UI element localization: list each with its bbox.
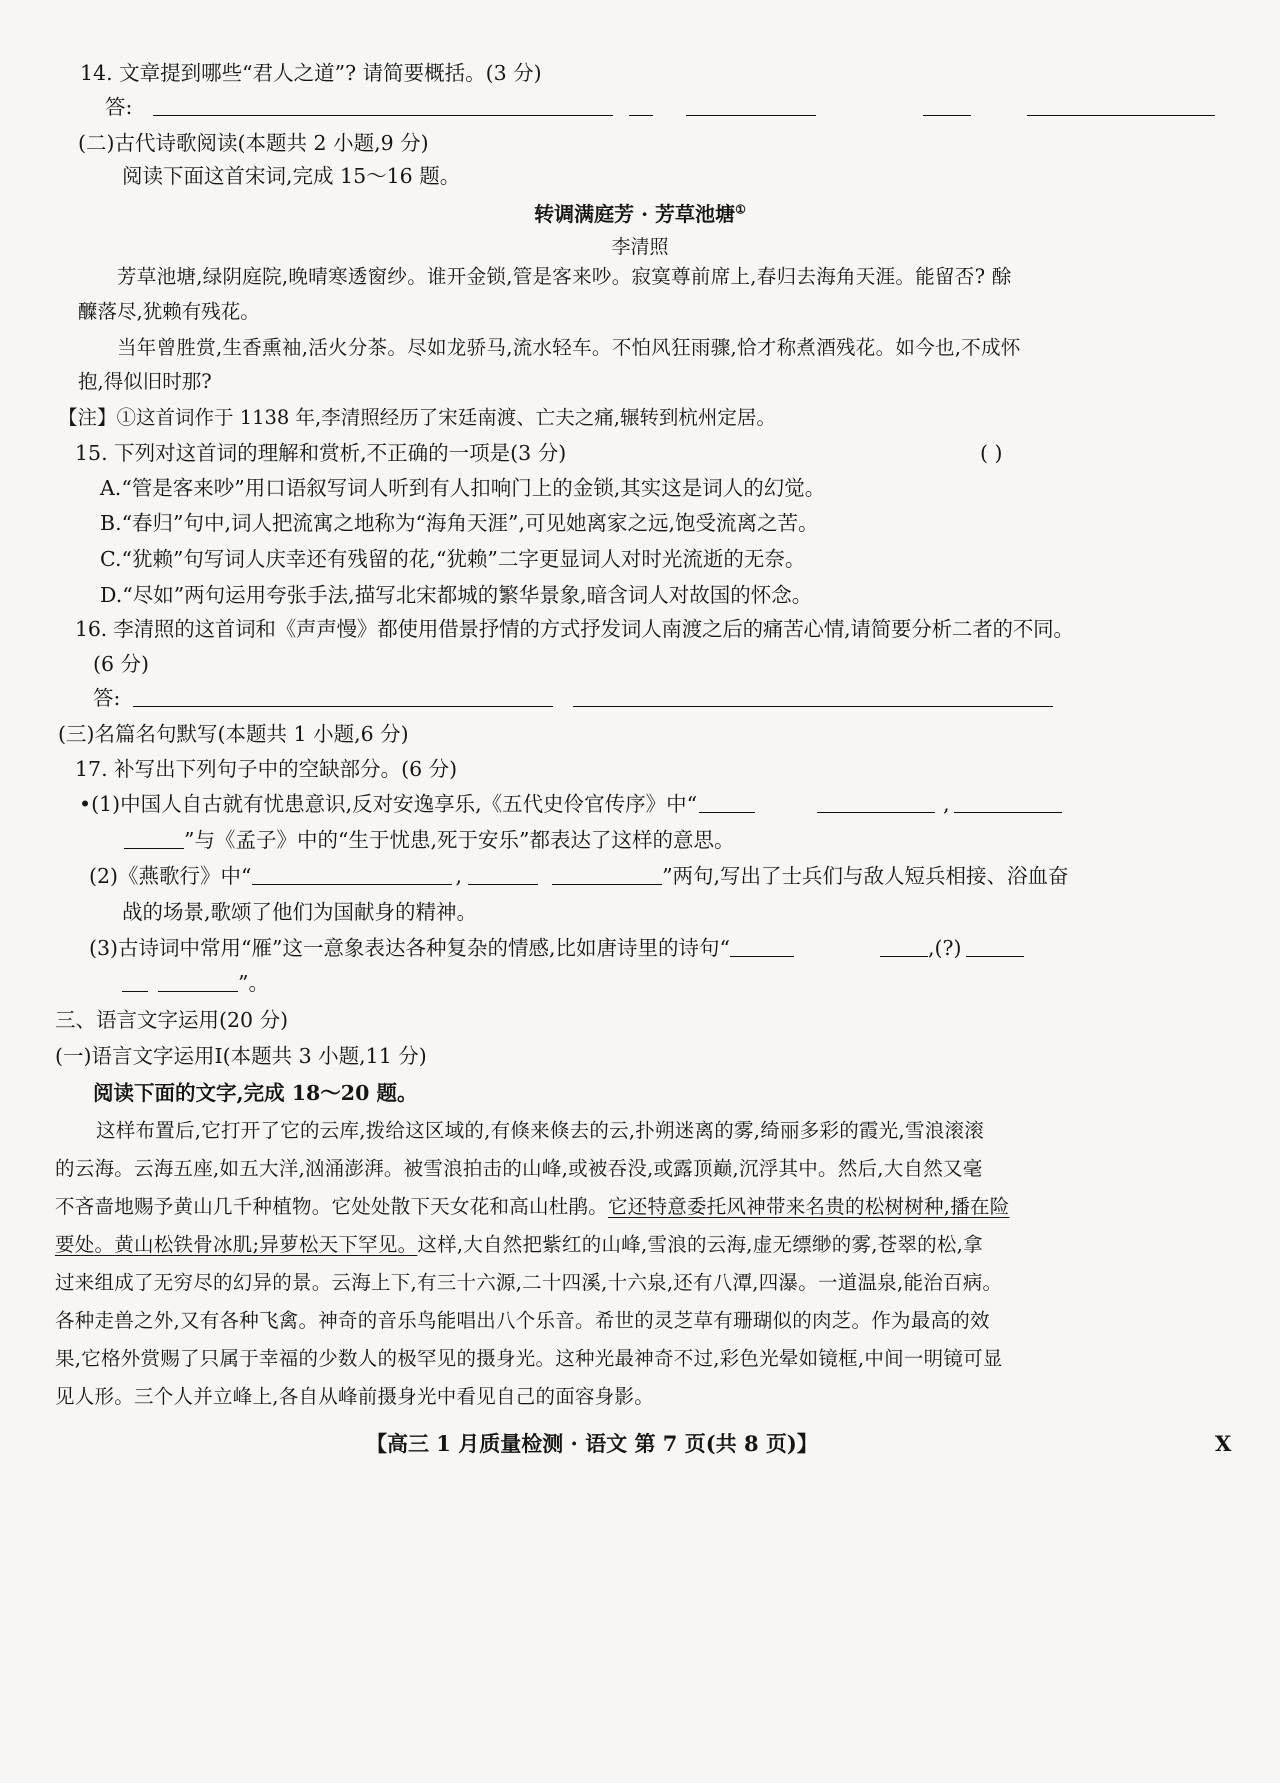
answer-blank[interactable] — [133, 705, 553, 707]
reading-instruction: 阅读下面的文字,完成 18～20 题。 — [93, 1081, 418, 1105]
underlined-sentence: 要处。 — [55, 1233, 115, 1256]
poem-note: 【注】①这首词作于 1138 年,李清照经历了宋廷南渡、亡夫之痛,辗转到杭州定居。 — [58, 406, 776, 429]
passage-line-1: 这样布置后,它打开了它的云库,拨给这区域的,有倏来倏去的云,扑朔迷离的雾,绮丽多彩的霞光,雪浪滚滚 — [96, 1119, 984, 1142]
passage-line-3 — [55, 1197, 1009, 1217]
item-17-2-line2: 战的场景,歌颂了他们为国献身的精神。 — [122, 900, 478, 924]
punct: , — [455, 864, 463, 888]
fill-blank[interactable] — [158, 990, 238, 992]
item-17-3-line2 — [122, 973, 269, 994]
option-b[interactable]: B.“春归”句中,词人把流寓之地称为“海角天涯”,可见她离家之远,饱受流离之苦。 — [100, 511, 819, 535]
underlined-sentence: 黄山松铁骨冰肌;异萝松天下罕见。 — [114, 1233, 418, 1256]
item-17-1-line1 — [79, 794, 1062, 815]
poem-stanza1-line1: 芳草池塘,绿阴庭院,晚晴寒透窗纱。谁开金锁,管是客来吵。寂寞尊前席上,春归去海角天涯。能留否? 酴 — [117, 265, 1012, 288]
answer-line-14[interactable] — [105, 97, 1215, 118]
question-15: 15. 下列对这首词的理解和赏析,不正确的一项是(3 分) — [75, 441, 567, 465]
answer-paren-15[interactable]: ( ) — [980, 441, 1003, 465]
question-16: 16. 李清照的这首词和《声声慢》都使用借景抒情的方式抒发词人南渡之后的痛苦心情,请简要分析二者的不同。 — [75, 617, 1074, 641]
item-text: ”与《孟子》中的“生于忧患,死于安乐”都表达了这样的意思。 — [184, 828, 735, 852]
poem-author: 李清照 — [611, 236, 669, 258]
answer-label: 答: — [93, 686, 121, 710]
item-17-2-line1 — [89, 866, 1069, 887]
passage-line-6: 各种走兽之外,又有各种飞禽。神奇的音乐鸟能唱出八个乐音。希世的灵芝草有珊瑚似的肉芝。作为最高的效 — [55, 1309, 990, 1332]
question-16-score: (6 分) — [93, 652, 150, 676]
option-c[interactable]: C.“犹赖”句写词人庆幸还有残留的花,“犹赖”二字更显词人对时光流逝的无奈。 — [100, 547, 806, 571]
item-text: (2)《燕歌行》中“ — [89, 864, 252, 888]
item-text: (3)古诗词中常用“雁”这一意象表达各种复杂的情感,比如唐诗里的诗句“ — [89, 936, 730, 960]
item-text: (1)中国人自古就有忧患意识,反对安逸享乐,《五代史伶官传序》中“ — [91, 792, 698, 816]
underlined-sentence: 它还特意委托风神带来名贵的松树树种,播在险 — [608, 1195, 1010, 1218]
fill-blank[interactable] — [124, 847, 184, 849]
fill-blank[interactable] — [954, 811, 1062, 813]
fill-blank[interactable] — [252, 883, 452, 885]
passage-line-2: 的云海。云海五座,如五大洋,汹涌澎湃。被雪浪拍击的山峰,或被吞没,或露顶巅,沉浮其中。然后,大自然又毫 — [55, 1157, 983, 1180]
sub-heading-language: (一)语言文字运用Ⅰ(本题共 3 小题,11 分) — [55, 1044, 427, 1068]
question-17: 17. 补写出下列句子中的空缺部分。(6 分) — [75, 757, 458, 781]
fill-blank[interactable] — [552, 883, 662, 885]
answer-label: 答: — [105, 95, 133, 119]
bullet-mark: • — [79, 792, 92, 816]
fill-blank[interactable] — [468, 883, 538, 885]
passage-line-5: 过来组成了无穷尽的幻异的景。云海上下,有三十六源,二十四溪,十六泉,还有八潭,四瀑。一道温泉,能治百病。 — [55, 1271, 1003, 1294]
fill-blank[interactable] — [730, 955, 794, 957]
answer-blank[interactable] — [923, 114, 971, 116]
fill-blank[interactable] — [880, 955, 928, 957]
section-instruction: 阅读下面这首宋词,完成 15～16 题。 — [122, 164, 461, 188]
passage-line-7: 果,它格外赏赐了只属于幸福的少数人的极罕见的摄身光。这种光最神奇不过,彩色光晕如镜框,中间一明镜可显 — [55, 1347, 1003, 1370]
item-17-1-line2 — [124, 830, 734, 851]
paper-code: X — [1215, 1431, 1232, 1456]
poem-stanza2-line2: 抱,得似旧时那? — [78, 370, 212, 393]
punct: ”。 — [238, 971, 269, 995]
option-d[interactable]: D.“尽如”两句运用夸张手法,描写北宋都城的繁华景象,暗含词人对故国的怀念。 — [100, 583, 813, 607]
punct: , — [943, 792, 950, 816]
passage-line-4 — [55, 1235, 983, 1255]
question-14: 14. 文章提到哪些“君人之道”? 请简要概括。(3 分) — [80, 61, 542, 85]
punct: ,(?) — [928, 936, 962, 960]
answer-blank[interactable] — [153, 114, 613, 116]
poem-stanza1-line2: 醾落尽,犹赖有残花。 — [78, 300, 260, 323]
poem-title-line — [0, 198, 1280, 227]
answer-line-16[interactable] — [93, 688, 1053, 709]
poem-stanza2-line1: 当年曾胜赏,生香熏袖,活火分茶。尽如龙骄马,流水轻车。不怕风狂雨骤,恰才称煮酒残花。如今也,不成怀 — [117, 336, 1021, 359]
fill-blank[interactable] — [966, 955, 1024, 957]
section-heading-recitation: (三)名篇名句默写(本题共 1 小题,6 分) — [58, 722, 409, 746]
passage-line-8: 见人形。三个人并立峰上,各自从峰前摄身光中看见自己的面容身影。 — [55, 1385, 654, 1408]
fill-blank[interactable] — [817, 811, 935, 813]
fill-blank[interactable] — [699, 811, 755, 813]
fill-blank[interactable] — [122, 990, 148, 992]
item-text: ”两句,写出了士兵们与敌人短兵相接、浴血奋 — [662, 864, 1069, 888]
section-heading-poetry: (二)古代诗歌阅读(本题共 2 小题,9 分) — [78, 131, 429, 155]
item-17-3-line1 — [89, 938, 1024, 959]
poem-title: 转调满庭芳 · 芳草池塘 — [534, 202, 736, 226]
footnote-mark: ① — [735, 202, 746, 217]
answer-blank[interactable] — [1027, 114, 1215, 116]
passage-text: 不吝啬地赐予黄山几千种植物。它处处散下天女花和高山杜鹃。 — [55, 1195, 609, 1218]
passage-text: 这样,大自然把紫红的山峰,雪浪的云海,虚无缥缈的雾,苍翠的松,拿 — [417, 1233, 983, 1256]
answer-blank[interactable] — [573, 705, 1053, 707]
page-footer: 【高三 1 月质量检测 · 语文 第 7 页(共 8 页)】 — [366, 1431, 818, 1456]
answer-blank[interactable] — [686, 114, 816, 116]
part-heading-language: 三、语言文字运用(20 分) — [55, 1008, 289, 1032]
answer-blank[interactable] — [629, 114, 653, 116]
option-a[interactable]: A.“管是客来吵”用口语叙写词人听到有人扣响门上的金锁,其实这是词人的幻觉。 — [100, 476, 826, 500]
